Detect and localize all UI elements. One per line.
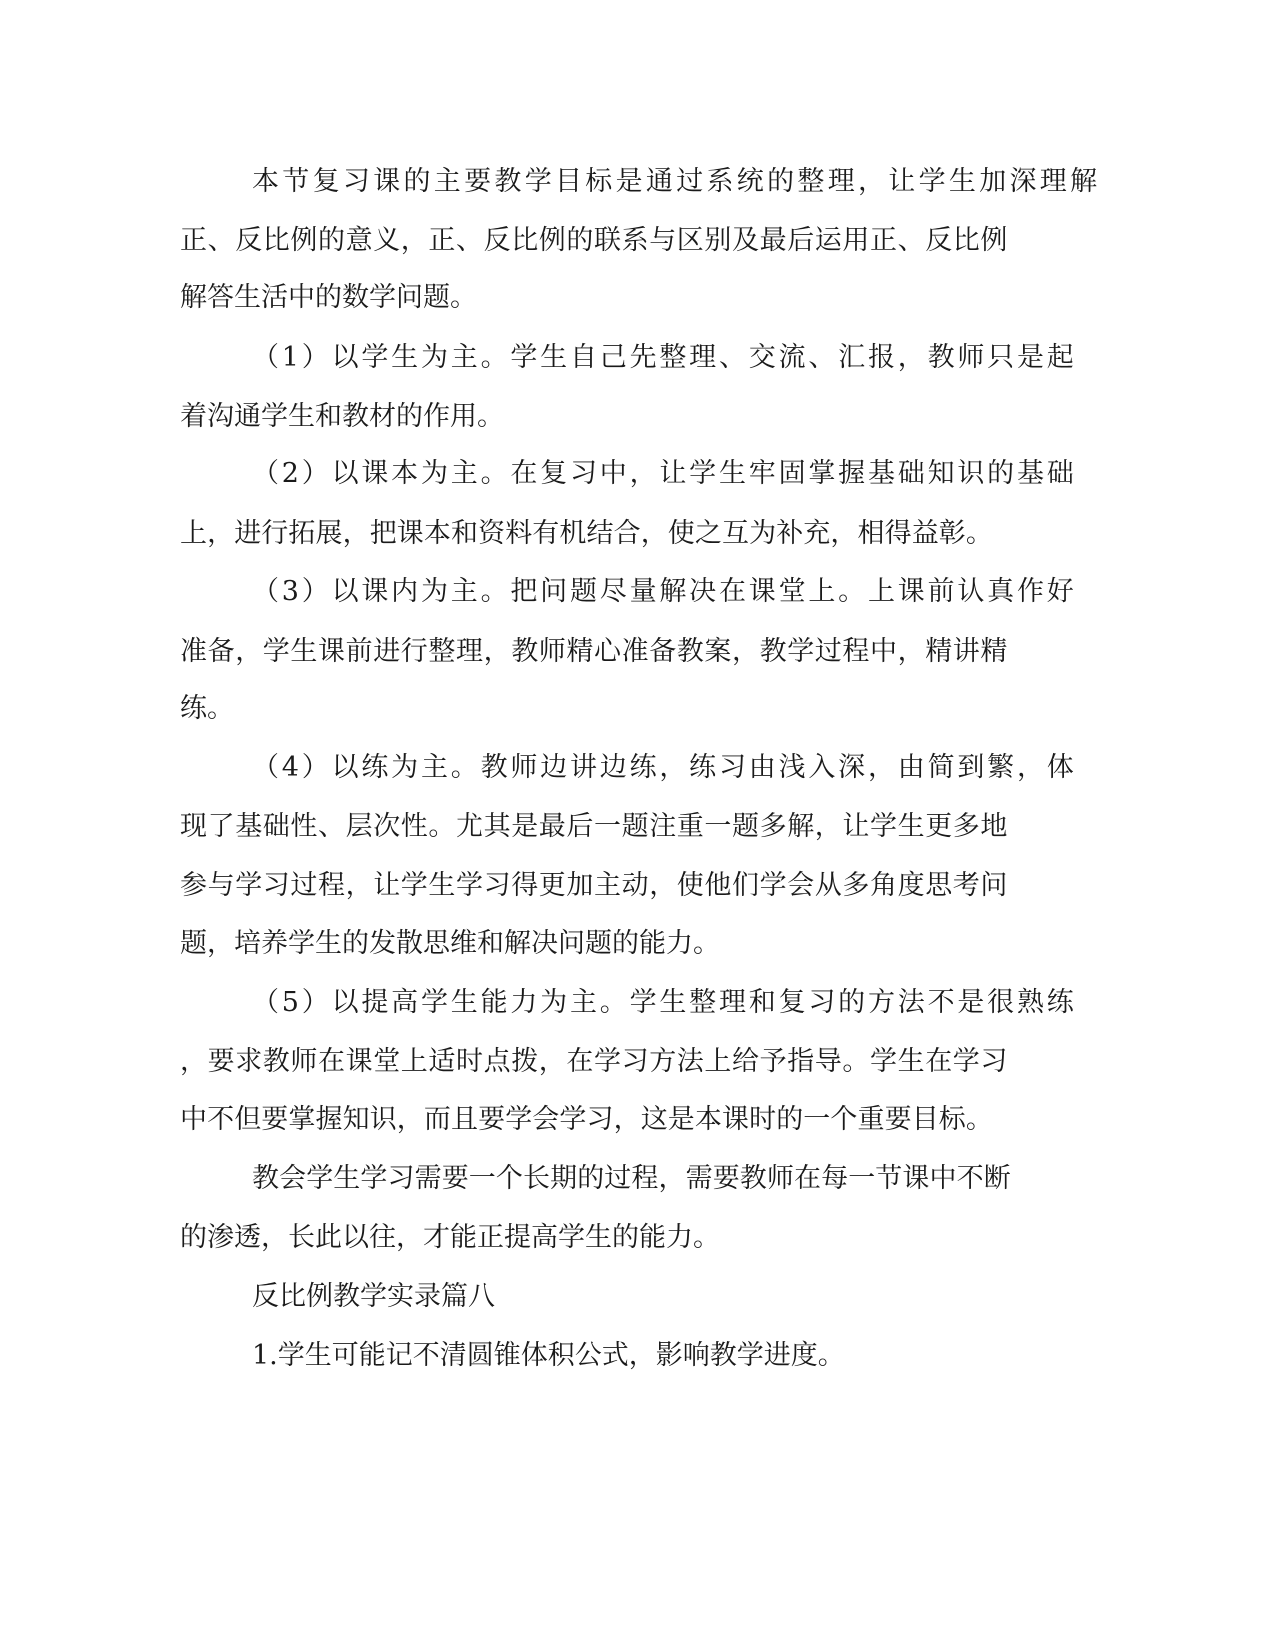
paragraph-5-line-2: 现了基础性、层次性。尤其是最后一题注重一题多解，让学生更多地 — [180, 811, 1008, 842]
paragraph-6-line-1: （5）以提高学生能力为主。学生整理和复习的方法不是很熟练 — [252, 987, 1077, 1018]
paragraph-5-line-4: 题，培养学生的发散思维和解决问题的能力。 — [180, 928, 720, 959]
paragraph-1-line-1: 本节复习课的主要教学目标是通过系统的整理，让学生加深理解 — [252, 166, 1101, 197]
paragraph-5-line-3: 参与学习过程，让学生学习得更加主动，使他们学会从多角度思考问 — [180, 870, 1008, 901]
paragraph-2-line-2: 着沟通学生和教材的作用。 — [180, 401, 504, 432]
paragraph-4-line-3: 练。 — [180, 693, 234, 724]
paragraph-6-line-3: 中不但要掌握知识，而且要学会学习，这是本课时的一个重要目标。 — [180, 1104, 993, 1135]
paragraph-1-line-3: 解答生活中的数学问题。 — [180, 282, 477, 313]
paragraph-5-line-1: （4）以练为主。教师边讲边练，练习由浅入深，由简到繁，体 — [252, 752, 1077, 783]
paragraph-7-line-2: 的渗透，长此以往，才能正提高学生的能力。 — [180, 1222, 720, 1253]
section-heading: 反比例教学实录篇八 — [252, 1281, 495, 1312]
paragraph-4-line-2: 准备，学生课前进行整理，教师精心准备教案，教学过程中，精讲精 — [180, 636, 1008, 667]
paragraph-7-line-1: 教会学生学习需要一个长期的过程，需要教师在每一节课中不断 — [252, 1163, 1011, 1194]
paragraph-6-line-2: ，要求教师在课堂上适时点拨，在学习方法上给予指导。学生在学习 — [180, 1046, 1008, 1077]
paragraph-3-line-2: 上，进行拓展，把课本和资料有机结合，使之互为补充，相得益彰。 — [180, 518, 993, 549]
paragraph-2-line-1: （1）以学生为主。学生自己先整理、交流、汇报，教师只是起 — [252, 342, 1077, 373]
paragraph-1-line-2: 正、反比例的意义，正、反比例的联系与区别及最后运用正、反比例 — [180, 225, 1008, 256]
paragraph-4-line-1: （3）以课内为主。把问题尽量解决在课堂上。上课前认真作好 — [252, 576, 1077, 607]
numbered-item-1: 1.学生可能记不清圆锥体积公式，影响教学进度。 — [252, 1340, 845, 1371]
paragraph-3-line-1: （2）以课本为主。在复习中，让学生牢固掌握基础知识的基础 — [252, 458, 1077, 489]
